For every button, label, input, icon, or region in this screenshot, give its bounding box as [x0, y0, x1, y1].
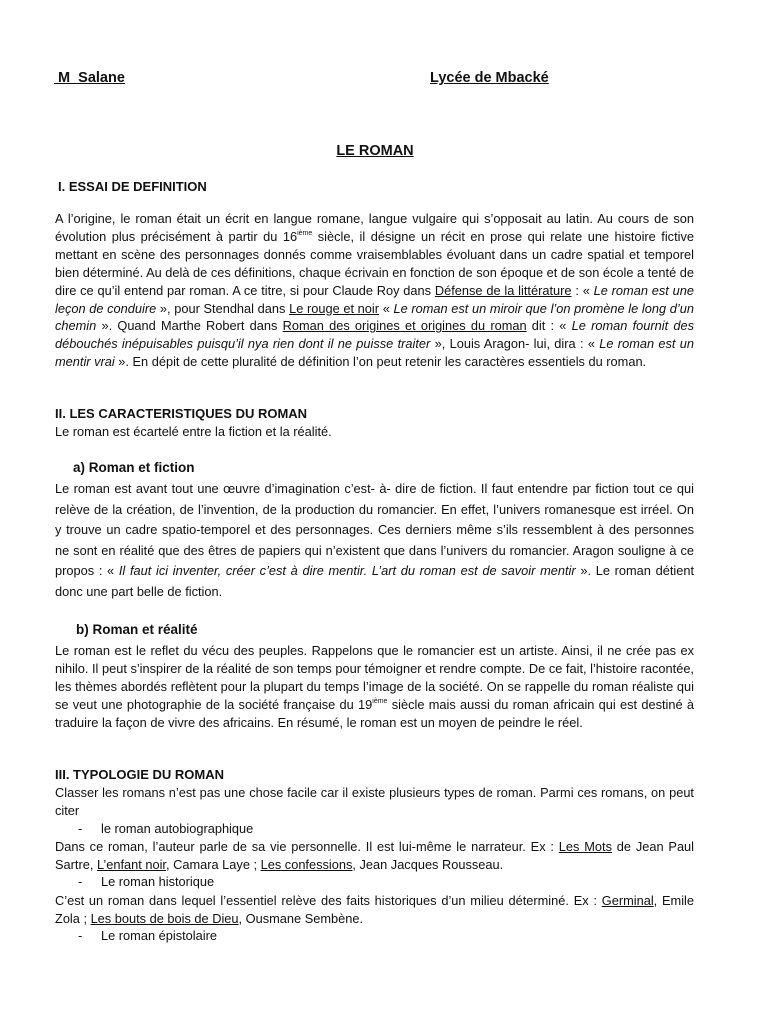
type-3-label: Le roman épistolaire: [101, 928, 217, 943]
superscript: ième: [297, 229, 313, 237]
text-run: Le roman est avant tout une œuvre d’imagination c’est- à- dire de fiction. Il faut entendre par fiction tout ce qui relève de la création, de l’invention, de la production du romancier. En effet, l’univers romanesque est irréel. On y trouve un cadre spatio-temporel et des personnages. Ces derniers même s’ils ressemblent à des personnes ne sont en réalité que des êtres de papiers qui n’existent que dans l’univers du romancier. Aragon souligne à ce propos : «: [55, 481, 694, 579]
work-title: Les Mots: [558, 839, 612, 854]
text-run: «: [379, 300, 394, 316]
school-name: Lycée de Mbacké: [430, 70, 549, 86]
work-title: L’enfant noir: [96, 856, 166, 872]
section-3-heading: III. TYPOLOGIE DU ROMAN: [55, 767, 225, 782]
text-run: , Emile Zola ;: [55, 893, 694, 926]
work-title: Roman des origines et origines du roman: [282, 318, 527, 334]
work-title: Le rouge et noir: [289, 300, 380, 316]
section-1-heading: I. ESSAI DE DEFINITION: [58, 179, 207, 194]
text-run: », pour Stendhal dans: [156, 300, 290, 316]
text-run: , Jean Jacques Rousseau.: [352, 856, 504, 872]
text-run: A l’origine, le roman était un écrit en langue romane, langue vulgaire qui s’opposait au latin. Au cours de son évolution plus précisément à partir du 16: [55, 211, 694, 244]
type-1-label: le roman autobiographique: [101, 821, 254, 836]
work-title: Défense de la littérature: [434, 282, 572, 298]
text-run: ». Le roman détient donc une part belle de fiction.: [55, 563, 695, 599]
quotation: Il faut ici inventer, créer c’est à dire mentir. L’art du roman est de savoir mentir: [118, 563, 576, 579]
subsection-b-paragraph: [55, 642, 694, 732]
bullet-marker: -: [78, 928, 83, 943]
text-run: dit : «: [526, 318, 572, 334]
text-run: , Camara Laye ;: [166, 856, 261, 872]
text-run: ». En dépit de cette pluralité de définition l’on peut retenir les caractères essentiels du roman.: [114, 354, 647, 370]
quotation: Le roman est un miroir que l’on promène le long d’un chemin: [55, 300, 694, 334]
subsection-a-heading: a) Roman et fiction: [73, 460, 195, 475]
work-title: Germinal: [601, 893, 654, 908]
document-title: LE ROMAN: [336, 143, 414, 159]
text-run: , Ousmane Sembène.: [238, 910, 364, 926]
text-run: Dans ce roman, l’auteur parle de sa vie personnelle. Il est lui-même le narrateur. Ex :: [55, 839, 559, 854]
superscript: ième: [372, 697, 388, 705]
type-2-paragraph: [55, 892, 694, 928]
text-run: », Louis Aragon- lui, dira : «: [430, 336, 600, 352]
section-1-paragraph: [55, 210, 694, 371]
work-title: Les bouts de bois de Dieu: [90, 910, 239, 926]
text-run: C’est un roman dans lequel l’essentiel relève des faits historiques d’un milieu déterminé. Ex :: [55, 893, 602, 908]
text-run: de Jean Paul Sartre,: [55, 839, 695, 872]
quotation: Le roman est une leçon de conduire: [55, 282, 694, 316]
text-run: : «: [571, 282, 594, 298]
type-2-label: Le roman historique: [101, 874, 215, 889]
quotation: Le roman est un mentir vrai: [55, 336, 695, 370]
bullet-marker: -: [78, 821, 83, 836]
section-3-intro: Classer les romans n’est pas une chose facile car il existe plusieurs types de roman. Parmi ces romans, on peut citer: [55, 785, 694, 818]
type-1-paragraph: [55, 838, 694, 874]
section-2-intro: Le roman est écartelé entre la fiction et la réalité.: [55, 424, 332, 439]
author-name: M Salane: [54, 70, 125, 86]
text-run: siècle, il désigne un récit en prose qui relate une histoire fictive mettant en scène des personnages donnés comme vraisemblables évoluant dans un cadre spatial et temporel bien déterminé. Au delà de ces définitions, chaque écrivain en fonction de son époque et de son école a tenté de dire ce qu’il entend par roman. A ce titre, si pour Claude Roy dans: [55, 228, 694, 298]
text-run: Le roman est le reflet du vécu des peuples. Rappelons que le romancier est un artiste. Ainsi, il ne crée pas ex nihilo. Il peut s’inspirer de la réalité de son temps pour témoigner et rendre compte. De ce fait, l’histoire racontée, les thèmes abordés reflètent pour la plupart du temps l’image de la société. On se rappelle du roman réaliste qui se veut une photographie de la société française du 19: [55, 643, 694, 712]
text-run: siècle mais aussi du roman africain qui est destiné à traduire la façon de vivre des africains. En résumé, le roman est un moyen de peindre le réel.: [55, 696, 695, 730]
subsection-a-paragraph: [55, 479, 694, 603]
text-run: ». Quand Marthe Robert dans: [96, 318, 283, 334]
section-2-heading: II. LES CARACTERISTIQUES DU ROMAN: [55, 406, 308, 421]
quotation: Le roman fournit des débouchés inépuisables puisqu’il nya rien dont il ne puisse traiter: [55, 318, 694, 352]
bullet-marker: -: [78, 874, 83, 889]
subsection-b-heading: b) Roman et réalité: [76, 622, 198, 637]
work-title: Les confessions: [260, 856, 353, 872]
